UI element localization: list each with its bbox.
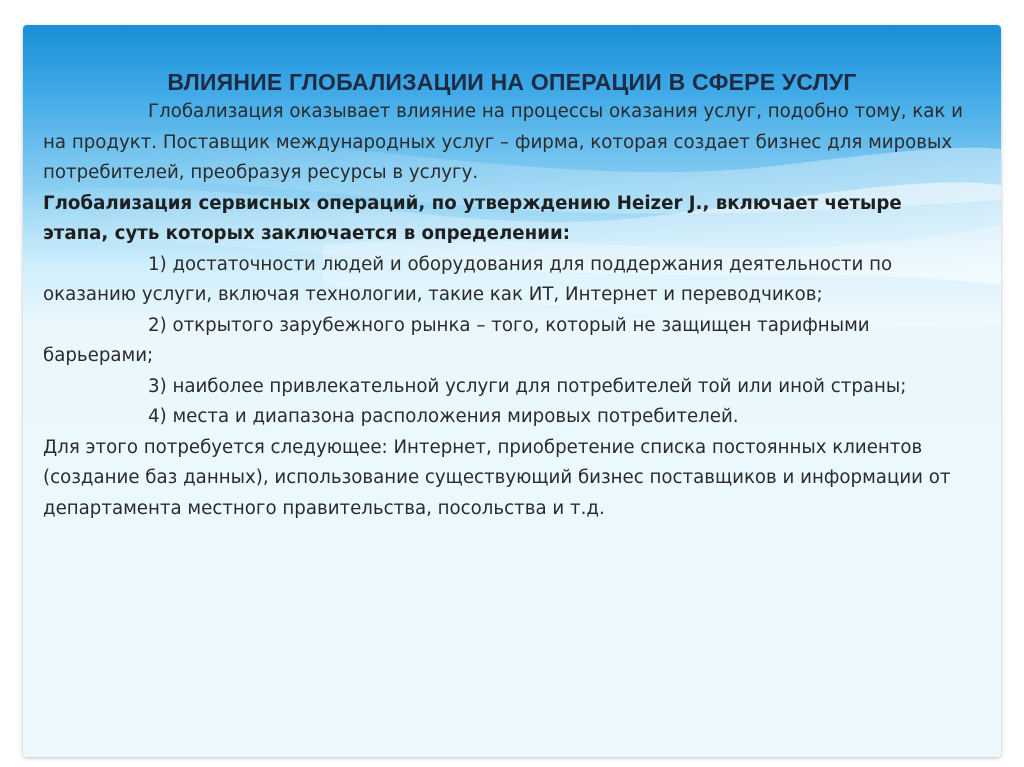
slide (23, 25, 1001, 757)
conclusion-paragraph: Для этого потребуется следующее: Интернет, приобретение списка постоянных клиентов (создание баз данных), использование существующий бизнес поставщиков и информации от департамента местного правительства, посольства и т.д. (43, 436, 951, 519)
slide-title: ВЛИЯНИЕ ГЛОБАЛИЗАЦИИ НА ОПЕРАЦИИ В СФЕРЕ УСЛУГ (167, 69, 857, 95)
stage-item-4: 4) места и диапазона расположения мировых потребителей. (148, 406, 739, 427)
stages-heading: Глобализация сервисных операций, по утверждению Heizer J., включает четыре этапа, суть которых заключается в определении: (43, 192, 902, 244)
stage-item-1: 1) достаточности людей и оборудования для поддержания деятельности по оказанию услуги, включая технологии, такие как ИТ, Интернет и переводчиков; (43, 253, 893, 305)
stage-item-3: 3) наиболее привлекательной услуги для потребителей той или иной страны; (148, 375, 907, 397)
intro-paragraph: Глобализация оказывает влияние на процессы оказания услуг, подобно тому, как и на продукт. Поставщик международных услуг – фирма, которая создает бизнес для мировых потребителей, преобразуя ресурсы в услугу. (43, 101, 963, 183)
stage-item-2: 2) открытого зарубежного рынка – того, который не защищен тарифными барьерами; (43, 314, 870, 366)
slide-body (43, 97, 963, 524)
